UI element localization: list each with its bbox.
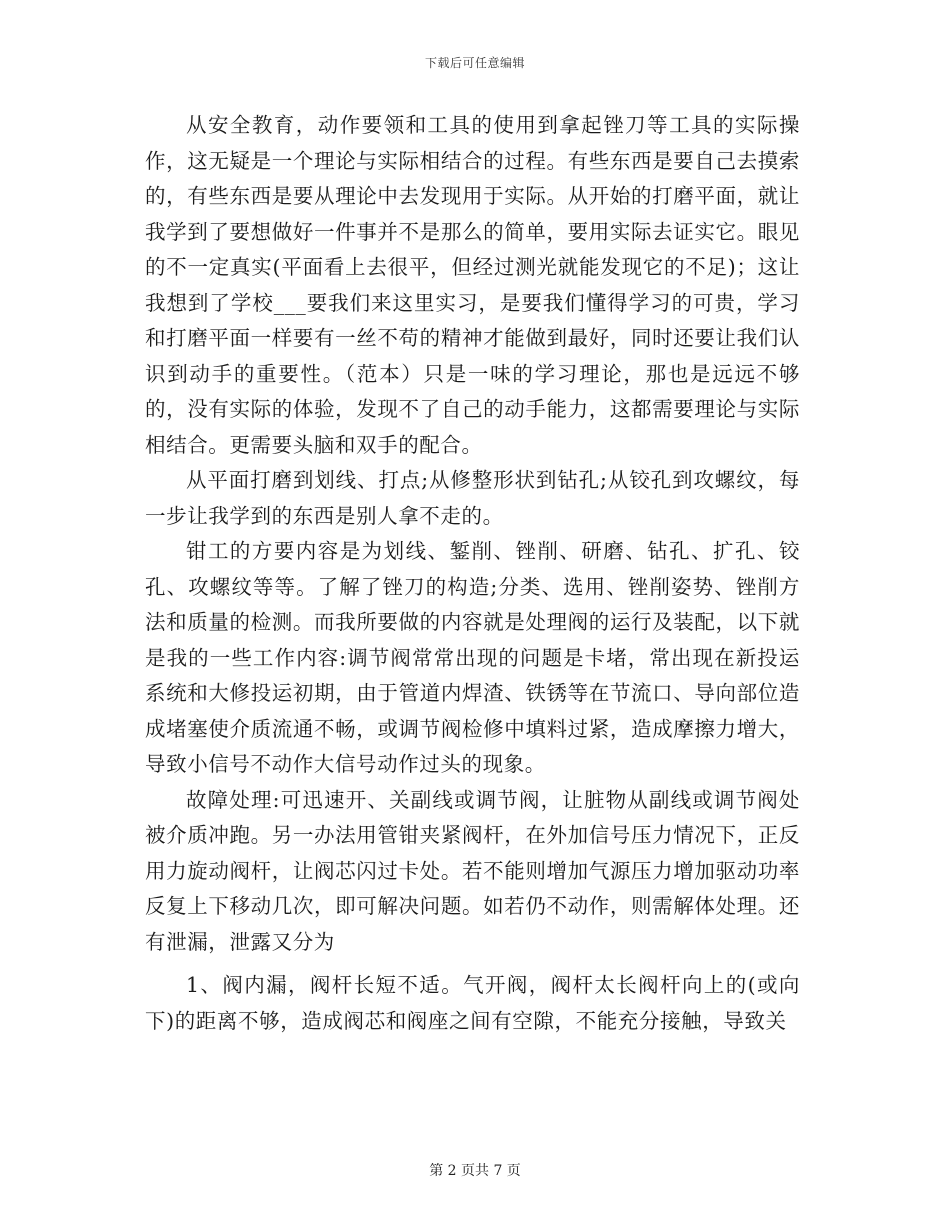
paragraph-4: 故障处理:可迅速开、关副线或调节阀，让脏物从副线或调节阀处被介质冲跑。另一办法用管钳夹紧阀杆，在外加信号压力情况下，正反用力旋动阀杆，让阀芯闪过卡处。若不能则增加气源压力增加驱动功率反复上下移动几次，即可解决问题。如若仍不动作，则需解体处理。还有泄漏，泄露又分为 [145, 787, 800, 954]
paragraph-3: 钳工的方要内容是为划线、錾削、锉削、研磨、钻孔、扩孔、铰孔、攻螺纹等等。了解了锉刀的构造;分类、选用、锉削姿势、锉削方法和质量的检测。而我所要做的内容就是处理阀的运行及装配，以下就是我的一些工作内容:调节阀常常出现的问题是卡堵，常出现在新投运系统和大修投运初期，由于管道内焊渣、铁锈等在节流口、导向部位造成堵塞使介质流通不畅，或调节阀检修中填料过紧，造成摩擦力增大，导致小信号不动作大信号动作过头的现象。 [145, 539, 800, 776]
paragraph-1: 从安全教育，动作要领和工具的使用到拿起锉刀等工具的实际操作，这无疑是一个理论与实际相结合的过程。有些东西是要自己去摸索的，有些东西是要从理论中去发现用于实际。从开始的打磨平面，就让我学到了要想做好一件事并不是那么的简单，要用实际去证实它。眼见的不一定真实(平面看上去很平，但经过测光就能发现它的不足)；这让我想到了学校___要我们来这里实习，是要我们懂得学习的可贵，学习和打磨平面一样要有一丝不苟的精神才能做到最好，同时还要让我们认识到动手的重要性。（范本）只是一味的学习理论，那也是远远不够的，没有实际的体验，发现不了自己的动手能力，这都需要理论与实际相结合。更需要头脑和双手的配合。 [145, 113, 800, 457]
page-footer: 第 2 页共 7 页 [429, 1163, 521, 1179]
document-body [145, 108, 800, 1039]
paragraph-2: 从平面打磨到划线、打点;从修整形状到钻孔;从铰孔到攻螺纹，每一步让我学到的东西是别人拿不走的。 [145, 468, 800, 528]
page-header: 下载后可任意编辑 [424, 56, 525, 70]
paragraph-5: 1、阀内漏，阀杆长短不适。气开阀，阀杆太长阀杆向上的(或向下)的距离不够，造成阀芯和阀座之间有空隙，不能充分接触，导致关 [145, 973, 800, 1033]
